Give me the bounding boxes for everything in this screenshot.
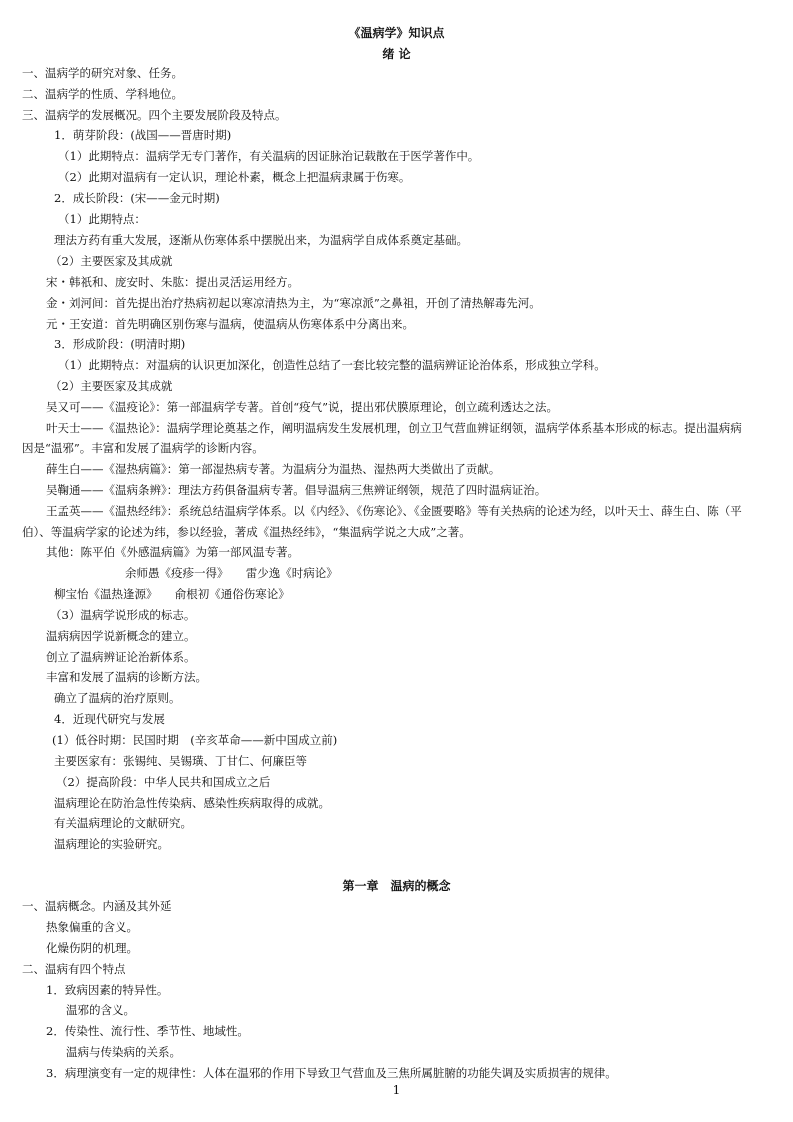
- text-line: 一、温病概念。内涵及其外延: [22, 899, 172, 913]
- text-line: （2）主要医家及其成就: [50, 254, 173, 268]
- text-line: （1）此期特点：: [58, 212, 146, 226]
- text-line: 二、温病有四个特点: [22, 962, 126, 976]
- text-line: 3．病理演变有一定的规律性：人体在温邪的作用下导致卫气营血及三焦所属脏腑的功能失调及实质损害的规律。: [46, 1066, 617, 1080]
- text-line: 3．形成阶段：(明清时期): [54, 337, 186, 351]
- text-line: 叶天士——《温热论》：温病学理论奠基之作，阐明温病发生发展机理，创立卫气营血辨证纲领，温病学体系基本形成的标志。提出温病病: [46, 421, 742, 435]
- text-line: 有关温病理论的文献研究。: [54, 816, 192, 830]
- text-line: 温邪的含义。: [66, 1003, 135, 1017]
- text-line: 确立了温病的治疗原则。: [54, 691, 181, 705]
- text-line: 余师愚《疫疹一得》 雷少逸《时病论》: [125, 566, 338, 580]
- text-line: 宋・韩祇和、庞安时、朱肱：提出灵活运用经方。: [46, 275, 299, 289]
- text-line: 柳宝怡《温热逢源》 俞根初《通俗伤寒论》: [54, 587, 290, 601]
- text-line: 2．传染性、流行性、季节性、地域性。: [46, 1024, 249, 1038]
- text-line: 伯）、等温病学家的论述为纬，参以经验，著成《温热经纬》，“集温病学说之大成”之著。: [22, 525, 471, 539]
- text-line: 4．近现代研究与发展: [54, 712, 165, 726]
- text-line: 三、温病学的发展概况。四个主要发展阶段及特点。: [22, 108, 287, 122]
- text-line: 其他：陈平伯《外感温病篇》为第一部风温专著。: [46, 545, 299, 559]
- text-line: 吴又可——《温疫论》：第一部温病学专著。首创“疫气”说，提出邪伏膜原理论，创立疏利透达之法。: [46, 400, 559, 414]
- text-line: 1．萌芽阶段：(战国——晋唐时期): [54, 128, 232, 142]
- text-line: 金・刘河间：首先提出治疗热病初起以寒凉清热为主，为“寒凉派”之鼻祖，开创了清热解毒先河。: [46, 296, 541, 310]
- text-line: 丰富和发展了温病的诊断方法。: [46, 670, 207, 684]
- text-line: 元・王安道：首先明确区别伤寒与温病，使温病从伤寒体系中分离出来。: [46, 317, 414, 331]
- text-line: （2）主要医家及其成就: [50, 379, 173, 393]
- text-line: 化燥伤阴的机理。: [46, 941, 138, 955]
- text-line: （1）此期特点：对温病的认识更加深化，创造性总结了一套比较完整的温病辨证论治体系，形成独立学科。: [58, 358, 606, 372]
- text-line: 理法方药有重大发展，逐渐从伤寒体系中摆脱出来，为温病学自成体系奠定基础。: [54, 233, 468, 247]
- document-title: 《温病学》知识点: [348, 26, 445, 40]
- text-line: 薛生白——《湿热病篇》：第一部湿热病专著。为温病分为温热、湿热两大类做出了贡献。: [46, 462, 501, 476]
- text-line: 温病病因学说新概念的建立。: [46, 629, 196, 643]
- text-line: （1）此期特点：温病学无专门著作，有关温病的因证脉治记载散在于医学著作中。: [58, 149, 480, 163]
- text-line: 2．成长阶段：(宋——金元时期): [54, 191, 220, 205]
- text-line: (1）低谷时期：民国时期 (辛亥革命——新中国成立前): [52, 733, 338, 747]
- text-line: 吴鞠通——《温病条辨》：理法方药俱备温病专著。倡导温病三焦辨证纲领，规范了四时温病证治。: [46, 483, 547, 497]
- text-line: 王孟英——《温热经纬》：系统总结温病学体系。以《内经》、《伤寒论》、《金匮要略》等有关热病的论述为经，以叶天士、薛生白、陈（平: [46, 504, 742, 518]
- text-line: 因是“温邪”。丰富和发展了温病学的诊断内容。: [22, 441, 264, 455]
- text-line: 热象偏重的含义。: [46, 920, 138, 934]
- text-line: （2）提高阶段：中华人民共和国成立之后: [56, 775, 271, 789]
- text-line: （3）温病学说形成的标志。: [50, 608, 196, 622]
- page-number: 1: [392, 1083, 401, 1097]
- text-line: 一、温病学的研究对象、任务。: [22, 66, 183, 80]
- text-line: 主要医家有：张锡纯、吴锡璜、丁甘仁、何廉臣等: [54, 754, 307, 768]
- chapter-title: 第一章 温病的概念: [342, 879, 451, 893]
- text-line: 温病理论在防治急性传染病、感染性疾病取得的成就。: [54, 796, 330, 810]
- section-title-introduction: 绪 论: [382, 47, 411, 61]
- text-line: （2）此期对温病有一定认识，理论朴素，概念上把温病隶属于伤寒。: [58, 170, 411, 184]
- text-line: 二、温病学的性质、学科地位。: [22, 87, 183, 101]
- text-line: 1．致病因素的特异性。: [46, 983, 169, 997]
- text-line: 温病理论的实验研究。: [54, 837, 169, 851]
- text-line: 温病与传染病的关系。: [66, 1045, 181, 1059]
- text-line: 创立了温病辨证论治新体系。: [46, 650, 196, 664]
